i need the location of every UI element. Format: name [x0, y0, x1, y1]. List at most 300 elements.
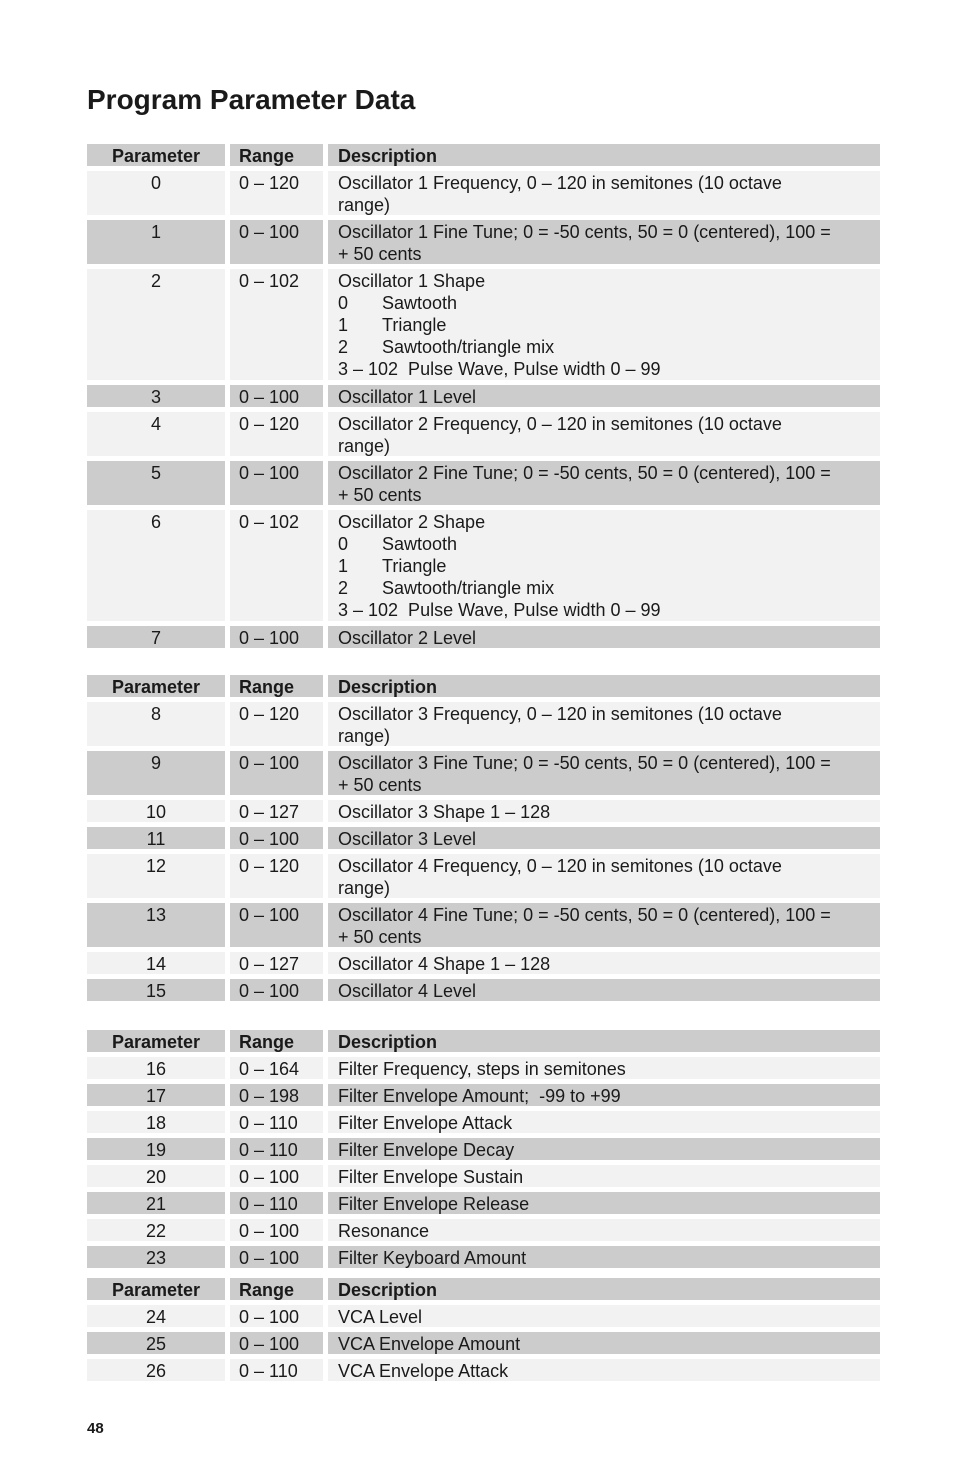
range-value: 0 – 100: [239, 1221, 300, 1241]
description-line: Oscillator 1 Frequency, 0 – 120 in semitones (10 octave: [338, 173, 782, 193]
column-divider: [323, 269, 328, 380]
description-line: Oscillator 3 Shape 1 – 128: [338, 802, 551, 822]
description-cell: [328, 461, 880, 505]
description-cell: [328, 1057, 880, 1079]
range-value: 0 – 100: [239, 981, 300, 1001]
description-line: VCA Level: [338, 1307, 423, 1327]
description-line: Filter Envelope Release: [338, 1194, 530, 1214]
column-divider: [225, 1111, 230, 1133]
range-cell: [230, 1305, 322, 1327]
header-description-label: Description: [338, 1032, 438, 1052]
header-range: [230, 144, 322, 166]
header-parameter-label: Parameter: [111, 146, 201, 166]
range-value: 0 – 102: [239, 271, 300, 291]
range-value: 0 – 100: [239, 1167, 300, 1187]
column-divider: [323, 385, 328, 407]
range-cell: [230, 1219, 322, 1241]
parameter-number: 2: [150, 271, 161, 291]
range-cell: [230, 510, 322, 621]
description-line: Filter Envelope Amount; -99 to +99: [338, 1086, 621, 1106]
column-divider: [225, 144, 230, 166]
range-cell: [230, 1192, 322, 1214]
range-value: 0 – 100: [239, 1248, 300, 1268]
column-divider: [323, 952, 328, 974]
description-text: [328, 1138, 880, 1161]
shape-option: [338, 292, 870, 314]
table-row: [87, 702, 880, 746]
description-line: VCA Envelope Attack: [338, 1361, 509, 1381]
description-text: [328, 1305, 880, 1328]
table-row: [87, 171, 880, 215]
shape-option-number: 1: [338, 556, 349, 576]
description-line: Resonance: [338, 1221, 430, 1241]
parameter-number: 3: [150, 387, 161, 407]
column-divider: [323, 1192, 328, 1214]
description-text: [328, 702, 880, 747]
shape-option: [338, 314, 870, 336]
description-cell: [328, 827, 880, 849]
description-text: [328, 1246, 880, 1269]
parameter-cell: [87, 800, 225, 822]
range-cell: [230, 1359, 322, 1381]
range-value: 0 – 100: [239, 387, 300, 407]
range-cell: [230, 412, 322, 456]
description-cell: [328, 979, 880, 1001]
range-value: 0 – 110: [239, 1140, 298, 1160]
shape-option: [338, 336, 870, 358]
column-divider: [323, 1332, 328, 1354]
shape-option-label: Sawtooth: [382, 293, 458, 313]
range-cell: [230, 1138, 322, 1160]
header-parameter-label: Parameter: [111, 677, 201, 697]
column-divider: [323, 979, 328, 1001]
description-text: [328, 827, 880, 850]
description-text: [328, 510, 880, 621]
header-description: [328, 675, 880, 697]
column-divider: [323, 171, 328, 215]
column-divider: [225, 1359, 230, 1381]
column-divider: [225, 1332, 230, 1354]
table-row: [87, 1165, 880, 1187]
parameter-table: [87, 1030, 880, 1273]
table-row: [87, 385, 880, 407]
parameter-cell: [87, 1192, 225, 1214]
column-divider: [323, 1359, 328, 1381]
column-divider: [225, 220, 230, 264]
range-cell: [230, 461, 322, 505]
column-divider: [323, 1057, 328, 1079]
shape-option-number: 2: [338, 578, 349, 598]
column-divider: [225, 751, 230, 795]
range-cell: [230, 1246, 322, 1268]
range-cell: [230, 1332, 322, 1354]
description-text: [328, 1057, 880, 1080]
header-range-label: Range: [239, 1032, 295, 1052]
column-divider: [225, 1246, 230, 1268]
header-range: [230, 1030, 322, 1052]
parameter-cell: [87, 412, 225, 456]
description-cell: [328, 1084, 880, 1106]
description-line: Oscillator 2 Frequency, 0 – 120 in semitones (10 octave: [338, 414, 782, 434]
description-text: [328, 979, 880, 1002]
range-cell: [230, 827, 322, 849]
parameter-cell: [87, 1246, 225, 1268]
parameter-cell: [87, 1332, 225, 1354]
description-line: Oscillator 1 Shape: [338, 271, 486, 291]
description-line: Oscillator 2 Fine Tune; 0 = -50 cents, 50 = 0 (centered), 100 =: [338, 463, 831, 483]
description-cell: [328, 269, 880, 380]
range-cell: [230, 626, 322, 648]
column-divider: [323, 1030, 328, 1052]
header-parameter: [87, 144, 225, 166]
column-divider: [323, 827, 328, 849]
description-line: Filter Keyboard Amount: [338, 1248, 527, 1268]
table-row: [87, 800, 880, 822]
table-row: [87, 1111, 880, 1133]
parameter-cell: [87, 461, 225, 505]
parameter-number: 11: [146, 829, 166, 849]
description-cell: [328, 1138, 880, 1160]
table-row: [87, 1332, 880, 1354]
column-divider: [323, 412, 328, 456]
column-divider: [323, 1219, 328, 1241]
description-text: [328, 269, 880, 380]
description-text: [328, 1084, 880, 1107]
table-row: [87, 1084, 880, 1106]
range-value: 0 – 100: [239, 905, 300, 925]
table-row: [87, 854, 880, 898]
header-range: [230, 675, 322, 697]
column-divider: [225, 1305, 230, 1327]
table-row: [87, 1057, 880, 1079]
column-divider: [225, 171, 230, 215]
description-text: [328, 800, 880, 823]
range-value: 0 – 127: [239, 954, 300, 974]
range-cell: [230, 952, 322, 974]
column-divider: [323, 800, 328, 822]
range-cell: [230, 220, 322, 264]
range-cell: [230, 800, 322, 822]
parameter-number: 20: [145, 1167, 167, 1187]
parameter-cell: [87, 1084, 225, 1106]
column-divider: [225, 626, 230, 648]
description-line: + 50 cents: [338, 244, 422, 264]
range-value: 0 – 120: [239, 173, 300, 193]
table-header-row: [87, 144, 880, 166]
column-divider: [225, 827, 230, 849]
page-number: 48: [87, 1420, 104, 1437]
header-range-label: Range: [239, 677, 295, 697]
parameter-number: 7: [150, 628, 161, 648]
description-text: [328, 854, 880, 899]
description-line: range): [338, 878, 391, 898]
range-value: 0 – 110: [239, 1194, 298, 1214]
column-divider: [225, 1138, 230, 1160]
column-divider: [323, 702, 328, 746]
range-value: 0 – 102: [239, 512, 300, 532]
table-row: [87, 1138, 880, 1160]
column-divider: [323, 1111, 328, 1133]
shape-option-number: 0: [338, 293, 349, 313]
parameter-number: 12: [145, 856, 167, 876]
column-divider: [323, 144, 328, 166]
description-text: [328, 952, 880, 975]
parameter-cell: [87, 1138, 225, 1160]
description-line: Oscillator 4 Level: [338, 981, 477, 1001]
shape-pulse-line: 3 – 102 Pulse Wave, Pulse width 0 – 99: [338, 600, 661, 620]
header-parameter: [87, 675, 225, 697]
parameter-cell: [87, 220, 225, 264]
table-row: [87, 412, 880, 456]
description-line: Oscillator 3 Level: [338, 829, 477, 849]
table-row: [87, 461, 880, 505]
column-divider: [225, 675, 230, 697]
parameter-number: 13: [145, 905, 167, 925]
column-divider: [225, 385, 230, 407]
column-divider: [225, 952, 230, 974]
header-description-label: Description: [338, 1280, 438, 1300]
range-cell: [230, 1057, 322, 1079]
shape-option-number: 1: [338, 315, 349, 335]
parameter-number: 18: [145, 1113, 167, 1133]
description-line: range): [338, 726, 391, 746]
column-divider: [323, 1246, 328, 1268]
column-divider: [323, 461, 328, 505]
parameter-number: 25: [145, 1334, 167, 1354]
shape-option: [338, 577, 870, 599]
column-divider: [225, 1057, 230, 1079]
range-cell: [230, 1111, 322, 1133]
range-value: 0 – 127: [239, 802, 300, 822]
parameter-cell: [87, 626, 225, 648]
parameter-number: 17: [145, 1086, 167, 1106]
table-row: [87, 1359, 880, 1381]
description-cell: [328, 751, 880, 795]
parameter-number: 5: [150, 463, 161, 483]
description-line: Filter Envelope Decay: [338, 1140, 515, 1160]
header-description: [328, 1278, 880, 1300]
description-line: VCA Envelope Amount: [338, 1334, 521, 1354]
column-divider: [323, 1138, 328, 1160]
description-line: range): [338, 436, 391, 456]
range-cell: [230, 854, 322, 898]
description-line: Filter Envelope Attack: [338, 1113, 513, 1133]
description-text: [328, 1332, 880, 1355]
description-cell: [328, 1111, 880, 1133]
column-divider: [323, 751, 328, 795]
table-row: [87, 751, 880, 795]
header-parameter-label: Parameter: [111, 1280, 201, 1300]
description-text: [328, 903, 880, 948]
shape-pulse-line: 3 – 102 Pulse Wave, Pulse width 0 – 99: [338, 359, 661, 379]
description-line: + 50 cents: [338, 775, 422, 795]
range-value: 0 – 120: [239, 856, 300, 876]
column-divider: [323, 510, 328, 621]
parameter-number: 22: [145, 1221, 167, 1241]
parameter-cell: [87, 751, 225, 795]
column-divider: [323, 1278, 328, 1300]
range-cell: [230, 979, 322, 1001]
shape-option: [338, 555, 870, 577]
header-parameter-label: Parameter: [111, 1032, 201, 1052]
description-cell: [328, 385, 880, 407]
parameter-number: 19: [145, 1140, 167, 1160]
header-range-label: Range: [239, 1280, 295, 1300]
range-value: 0 – 198: [239, 1086, 300, 1106]
column-divider: [225, 1278, 230, 1300]
column-divider: [225, 800, 230, 822]
description-text: [328, 1192, 880, 1215]
table-row: [87, 827, 880, 849]
description-cell: [328, 626, 880, 648]
parameter-table: [87, 675, 880, 1006]
column-divider: [225, 510, 230, 621]
column-divider: [225, 1084, 230, 1106]
parameter-number: 0: [150, 173, 161, 193]
description-cell: [328, 1359, 880, 1381]
column-divider: [225, 461, 230, 505]
description-cell: [328, 903, 880, 947]
column-divider: [225, 269, 230, 380]
column-divider: [225, 979, 230, 1001]
column-divider: [225, 1192, 230, 1214]
parameter-cell: [87, 903, 225, 947]
column-divider: [225, 1219, 230, 1241]
description-cell: [328, 1219, 880, 1241]
description-line: Oscillator 2 Level: [338, 628, 477, 648]
table-header-row: [87, 1278, 880, 1300]
description-line: Oscillator 1 Level: [338, 387, 477, 407]
table-row: [87, 1192, 880, 1214]
description-text: [328, 220, 880, 265]
range-cell: [230, 171, 322, 215]
parameter-cell: [87, 702, 225, 746]
description-line: Oscillator 2 Shape: [338, 512, 486, 532]
shape-option-label: Sawtooth/triangle mix: [382, 337, 555, 357]
table-row: [87, 903, 880, 947]
description-line: Oscillator 4 Shape 1 – 128: [338, 954, 551, 974]
parameter-cell: [87, 510, 225, 621]
description-line: + 50 cents: [338, 927, 422, 947]
range-value: 0 – 100: [239, 222, 300, 242]
description-line: range): [338, 195, 391, 215]
column-divider: [225, 903, 230, 947]
table-row: [87, 220, 880, 264]
parameter-cell: [87, 1359, 225, 1381]
description-cell: [328, 1246, 880, 1268]
range-value: 0 – 100: [239, 1307, 300, 1327]
parameter-cell: [87, 1111, 225, 1133]
range-value: 0 – 110: [239, 1361, 298, 1381]
table-row: [87, 1246, 880, 1268]
description-cell: [328, 702, 880, 746]
header-description-label: Description: [338, 677, 438, 697]
table-row: [87, 1305, 880, 1327]
description-line: Oscillator 3 Frequency, 0 – 120 in semitones (10 octave: [338, 704, 782, 724]
shape-option-number: 0: [338, 534, 349, 554]
parameter-number: 16: [145, 1059, 167, 1079]
range-value: 0 – 110: [239, 1113, 298, 1133]
table-row: [87, 1219, 880, 1241]
description-line: Oscillator 3 Fine Tune; 0 = -50 cents, 50 = 0 (centered), 100 =: [338, 753, 831, 773]
description-cell: [328, 952, 880, 974]
description-text: [328, 1219, 880, 1242]
parameter-cell: [87, 1219, 225, 1241]
table-header-row: [87, 675, 880, 697]
description-cell: [328, 220, 880, 264]
header-description: [328, 144, 880, 166]
parameter-number: 6: [150, 512, 161, 532]
parameter-cell: [87, 385, 225, 407]
parameter-cell: [87, 827, 225, 849]
shape-option-label: Sawtooth: [382, 534, 458, 554]
range-value: 0 – 120: [239, 414, 300, 434]
column-divider: [323, 1084, 328, 1106]
range-value: 0 – 120: [239, 704, 300, 724]
header-parameter: [87, 1030, 225, 1052]
header-description: [328, 1030, 880, 1052]
parameter-number: 1: [150, 222, 161, 242]
parameter-cell: [87, 1305, 225, 1327]
parameter-table: [87, 144, 880, 653]
range-cell: [230, 751, 322, 795]
parameter-cell: [87, 171, 225, 215]
header-parameter: [87, 1278, 225, 1300]
parameter-number: 23: [145, 1248, 167, 1268]
header-range: [230, 1278, 322, 1300]
page-title: Program Parameter Data: [87, 84, 416, 115]
table-row: [87, 952, 880, 974]
description-text: [328, 1165, 880, 1188]
column-divider: [225, 1030, 230, 1052]
description-cell: [328, 171, 880, 215]
shape-option: [338, 533, 870, 555]
shape-option-label: Sawtooth/triangle mix: [382, 578, 555, 598]
shape-option-number: 2: [338, 337, 349, 357]
range-cell: [230, 1084, 322, 1106]
parameter-number: 21: [145, 1194, 167, 1214]
column-divider: [225, 412, 230, 456]
range-cell: [230, 385, 322, 407]
range-value: 0 – 164: [239, 1059, 300, 1079]
parameter-cell: [87, 979, 225, 1001]
column-divider: [323, 854, 328, 898]
parameter-cell: [87, 269, 225, 380]
parameter-cell: [87, 952, 225, 974]
column-divider: [323, 675, 328, 697]
description-text: [328, 461, 880, 506]
column-divider: [323, 626, 328, 648]
description-text: [328, 171, 880, 216]
column-divider: [225, 854, 230, 898]
parameter-number: 9: [150, 753, 161, 773]
description-cell: [328, 412, 880, 456]
parameter-number: 24: [145, 1307, 167, 1327]
table-row: [87, 510, 880, 621]
description-cell: [328, 510, 880, 621]
parameter-table: [87, 1278, 880, 1386]
column-divider: [323, 1305, 328, 1327]
description-text: [328, 1359, 880, 1382]
parameter-number: 8: [150, 704, 161, 724]
parameter-number: 10: [145, 802, 167, 822]
description-cell: [328, 1332, 880, 1354]
range-value: 0 – 100: [239, 829, 300, 849]
description-cell: [328, 800, 880, 822]
description-line: Oscillator 1 Fine Tune; 0 = -50 cents, 50 = 0 (centered), 100 =: [338, 222, 831, 242]
column-divider: [225, 702, 230, 746]
parameter-cell: [87, 1165, 225, 1187]
